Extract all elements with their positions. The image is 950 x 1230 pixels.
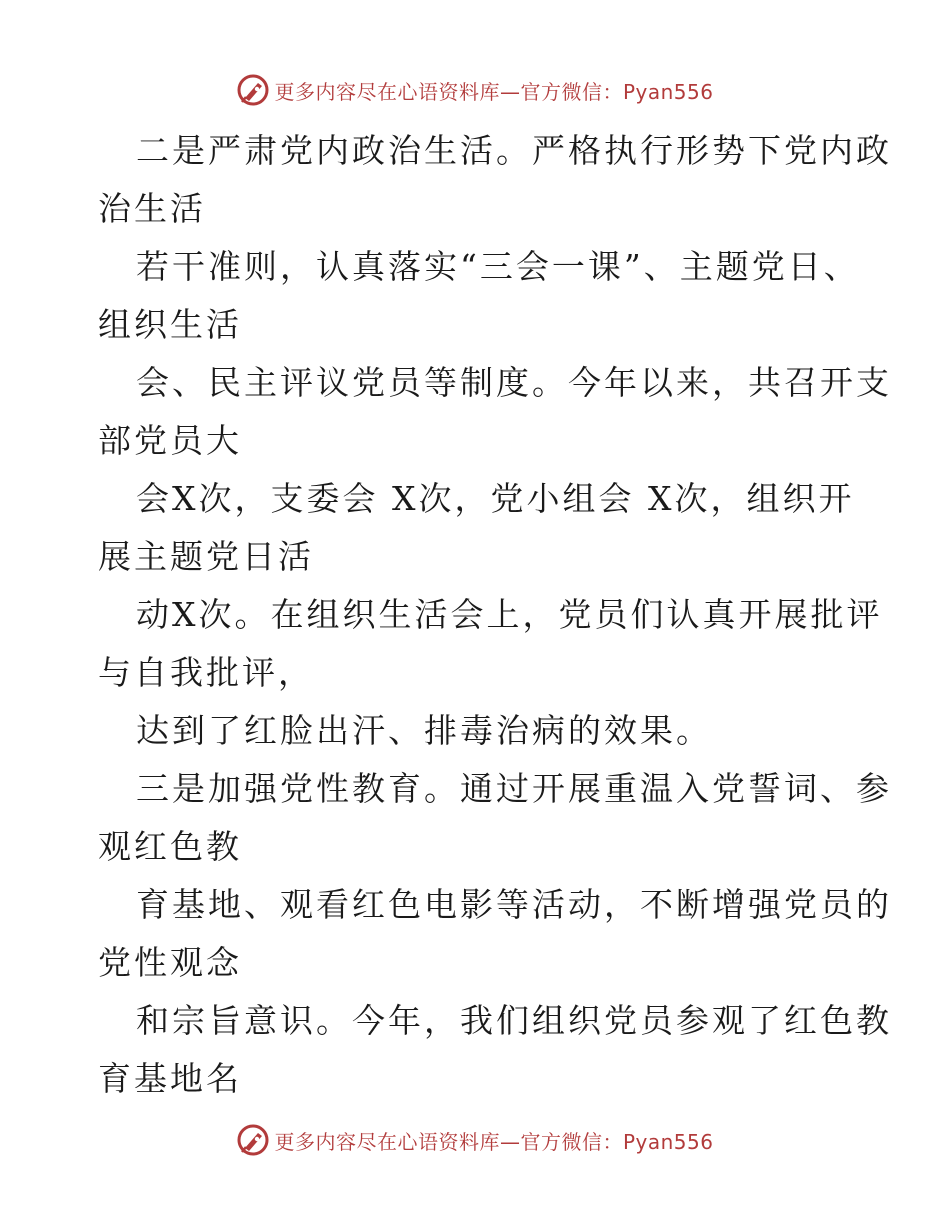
text-line: 动X次。在组织生活会上，党员们认真开展批评 [136, 595, 883, 634]
footer-banner [0, 1120, 950, 1160]
text-line: 党性观念 [98, 943, 242, 982]
text-line: 会X次，支委会 X次，党小组会 X次，组织开 [136, 479, 855, 518]
text-line: 三是加强党性教育。通过开展重温入党誓词、参 [136, 769, 892, 808]
text-line: 与自我批评， [98, 653, 314, 692]
text-line: 和宗旨意识。今年，我们组织党员参观了红色教 [136, 1001, 892, 1040]
text-line: 会、民主评议党员等制度。今年以来，共召开支 [136, 363, 892, 402]
header-banner [0, 70, 950, 110]
pen-nib-circle-icon [236, 73, 270, 107]
text-line: 观红色教 [98, 827, 242, 866]
header-banner-text: 更多内容尽在心语资料库—官方微信：Pyan556 [274, 79, 714, 104]
document-body [98, 122, 892, 1108]
text-line: 育基地名 [98, 1059, 242, 1098]
text-line: 达到了红脸出汗、排毒治病的效果。 [136, 711, 712, 750]
text-line: 育基地、观看红色电影等活动，不断增强党员的 [136, 885, 892, 924]
pen-nib-circle-icon [236, 1123, 270, 1157]
footer-banner-text: 更多内容尽在心语资料库—官方微信：Pyan556 [274, 1129, 714, 1154]
text-line: 治生活 [98, 189, 206, 228]
text-line: 二是严肃党内政治生活。严格执行形势下党内政 [136, 131, 892, 170]
text-line: 部党员大 [98, 421, 242, 460]
text-line: 若干准则，认真落实“三会一课”、主题党日、 [136, 247, 860, 286]
text-line: 展主题党日活 [98, 537, 314, 576]
text-line: 组织生活 [98, 305, 242, 344]
